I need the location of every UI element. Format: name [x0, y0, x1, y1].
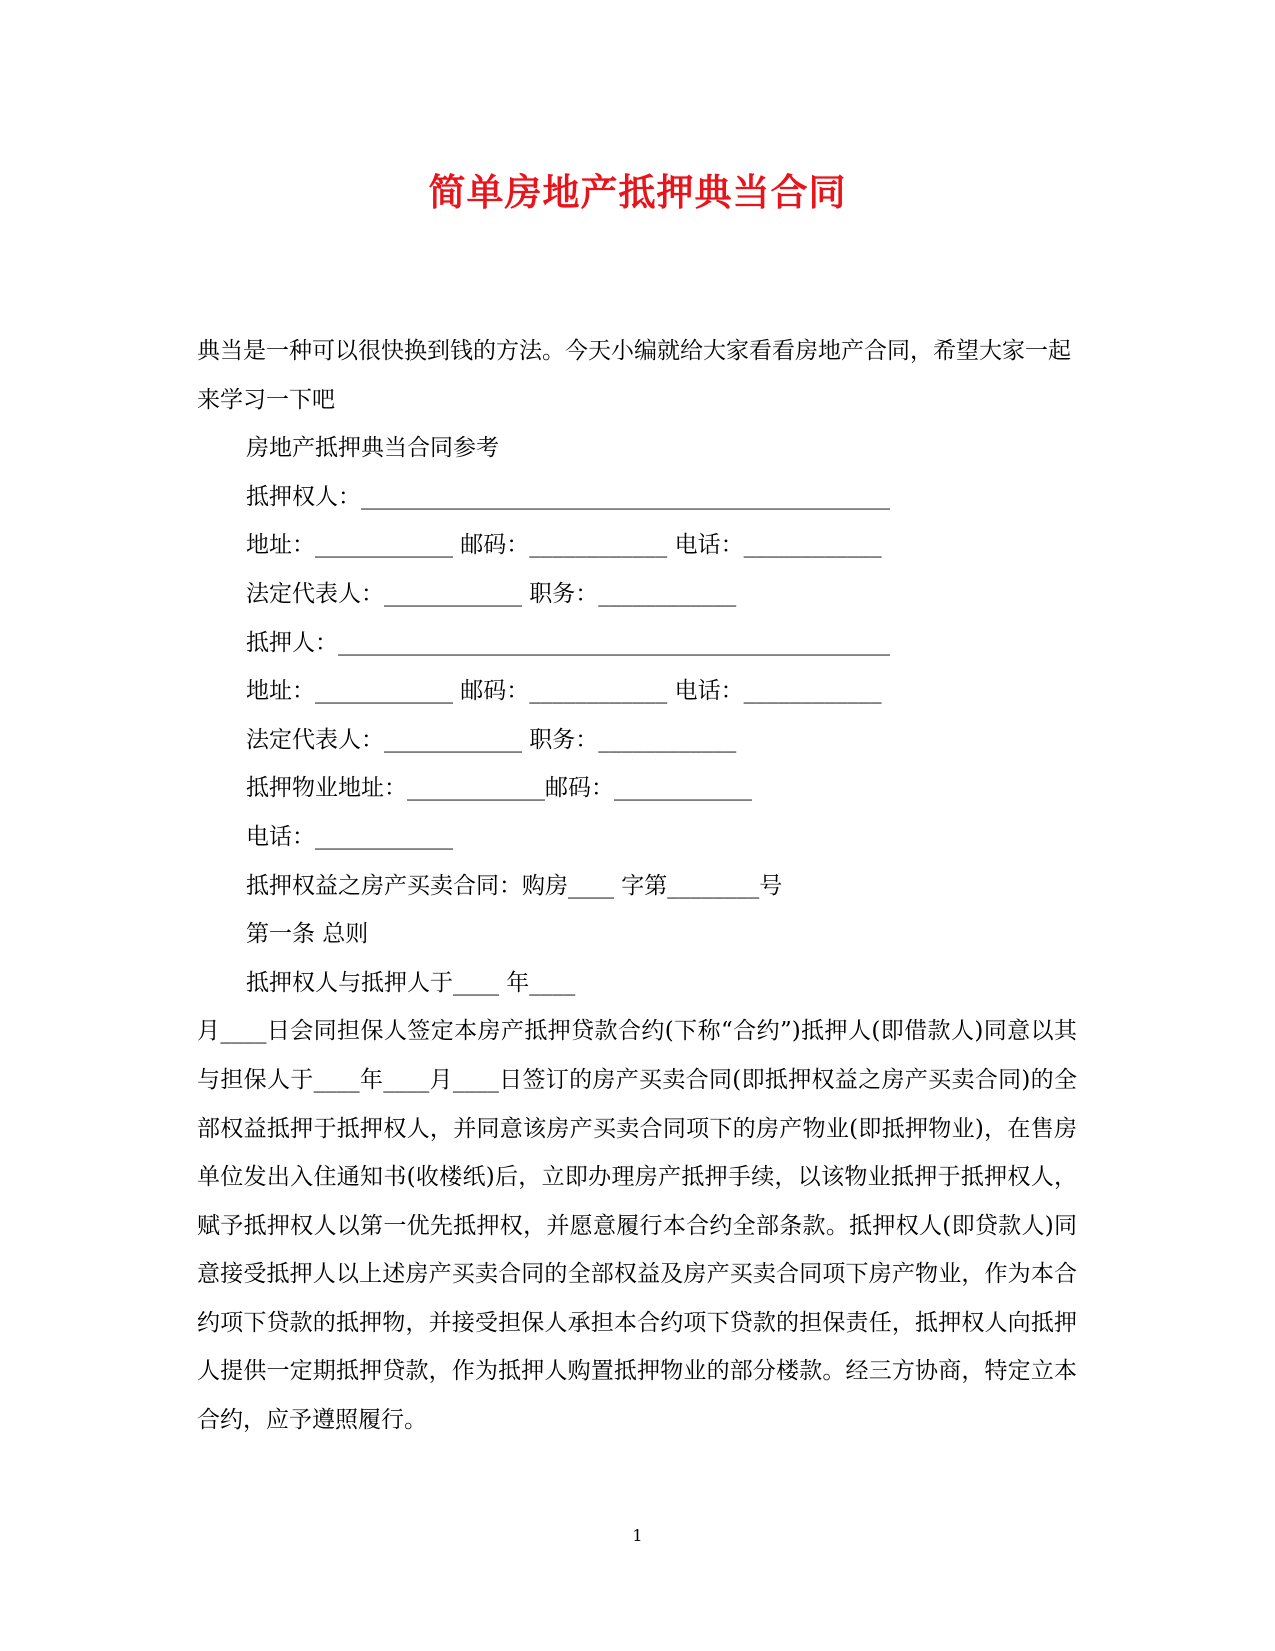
contract-subtitle: 房地产抵押典当合同参考 — [246, 435, 499, 462]
mortgagor-representative-line: 法定代表人：____________ 职务：____________ — [246, 726, 737, 753]
purchase-contract-line: 抵押权益之房产买卖合同：购房____ 字第________号 — [246, 872, 783, 899]
document-body — [197, 327, 1077, 1445]
mortgagee-line: 抵押权人：______________________________________________ — [246, 483, 890, 510]
intro-paragraph: 典当是一种可以很快换到钱的方法。今天小编就给大家看看房地产合同，希望大家一起来学习一下吧 — [197, 338, 1071, 413]
main-paragraph: 月____日会同担保人签定本房产抵押贷款合约(下称“合约”)抵押人(即借款人)同意以其与担保人于____年____月____日签订的房产买卖合同(即抵押权益之房产买卖合同)的全部权益抵押于抵押权人，并同意该房产买卖合同项下的房产物业(即抵押物业)，在售房单位发出入住通知书(收楼纸)后，立即办理房产抵押手续，以该物业抵押于抵押权人，赋予抵押权人以第一优先抵押权，并愿意履行本合约全部条款。抵押权人(即贷款人)同意接受抵押人以上述房产买卖合同的全部权益及房产买卖合同项下房产物业，作为本合约项下贷款的抵押物，并接受担保人承担本合约项下贷款的担保责任，抵押权人向抵押人提供一定期抵押贷款，作为抵押人购置抵押物业的部分楼款。经三方协商，特定立本合约，应予遵照履行。 — [197, 1018, 1077, 1434]
mortgagee-address-line: 地址：____________ 邮码：____________ 电话：____________ — [246, 532, 882, 559]
page-number: 1 — [632, 1526, 643, 1545]
mortgagor-line: 抵押人：________________________________________________ — [246, 629, 890, 656]
property-phone-line: 电话：____________ — [246, 823, 453, 850]
document-title: 简单房地产抵押典当合同 — [428, 170, 847, 214]
agreement-date-line: 抵押权人与抵押人于____ 年____ — [246, 969, 576, 996]
property-address-line: 抵押物业地址：____________邮码：____________ — [246, 775, 752, 802]
article-one-heading: 第一条 总则 — [246, 921, 369, 948]
mortgagee-representative-line: 法定代表人：____________ 职务：____________ — [246, 580, 737, 607]
mortgagor-address-line: 地址：____________ 邮码：____________ 电话：____________ — [246, 678, 882, 705]
